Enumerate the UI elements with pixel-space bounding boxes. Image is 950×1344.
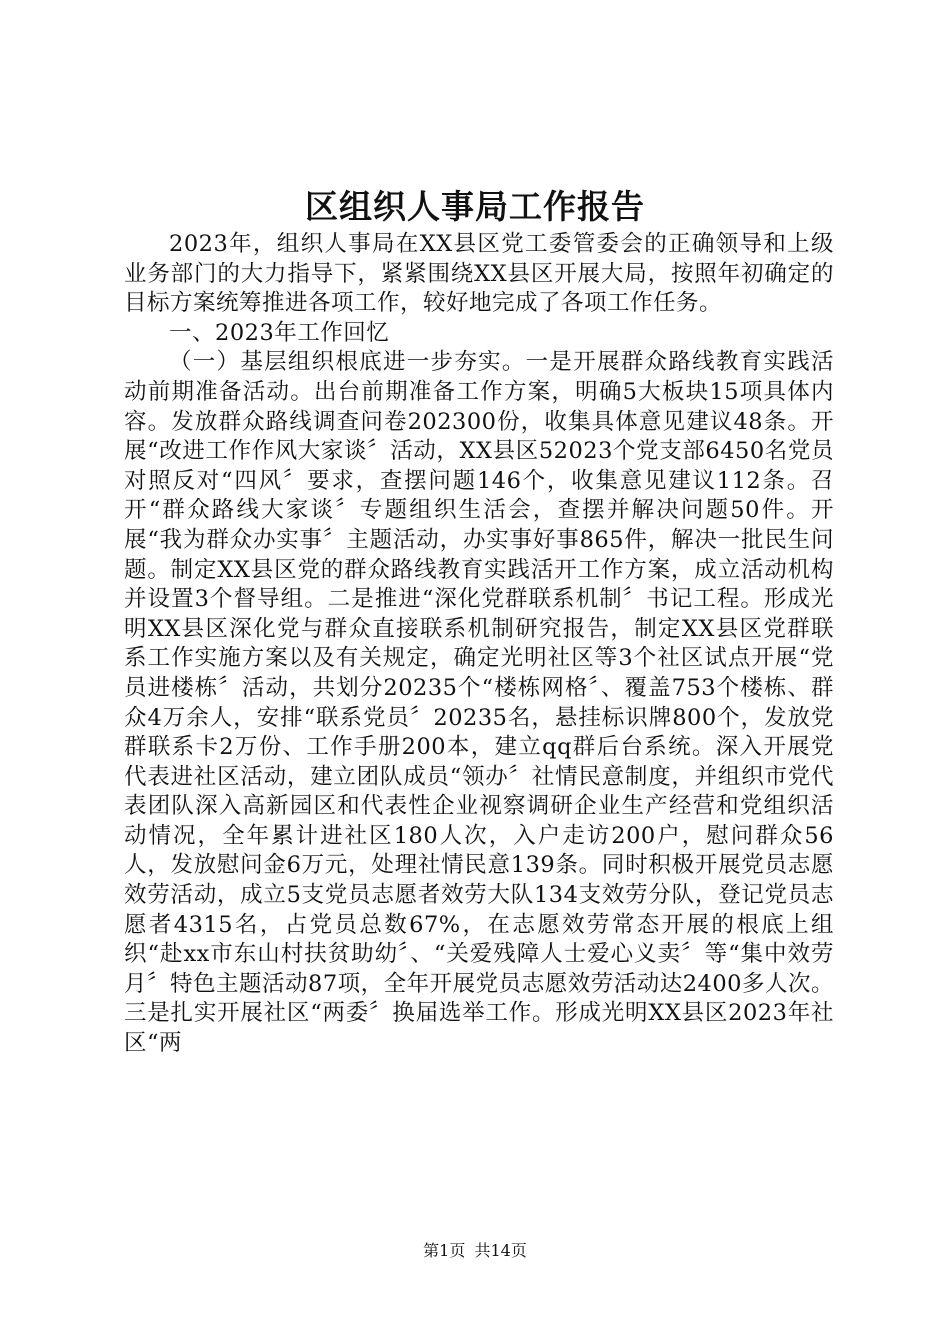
page-footer: [0, 1240, 950, 1262]
intro-paragraph: 2023年，组织人事局在XX县区党工委管委会的正确领导和上级业务部门的大力指导下，紧紧围绕XX县区开展大局，按照年初确定的目标方案统筹推进各项工作，较好地完成了各项工作任务。: [124, 231, 834, 317]
section-heading: 一、2023年工作回忆: [169, 319, 390, 346]
page-total: 共14页: [474, 1241, 527, 1260]
document-title: 区组织人事局工作报告: [305, 187, 645, 226]
body-paragraph: （一）基层组织根底进一步夯实。一是开展群众路线教育实践活动前期准备活动。出台前期准备工作方案，明确5大板块15项具体内容。发放群众路线调查问卷202300份，收集具体意见建议48条。开展“改进工作作风大家谈〞活动，XX县区52023个党支部6450名党员对照反对“四风〞要求，查摆问题146个，收集意见建议112条。召开“群众路线大家谈〞专题组织生活会，查摆并解决问题50件。开展“我为群众办实事〞主题活动，办实事好事865件，解决一批民生问题。制定XX县区党的群众路线教育实践活开工作方案，成立活动机构并设置3个督导组。二是推进“深化党群联系机制〞书记工程。形成光明XX县区深化党与群众直接联系机制研究报告，制定XX县区党群联系工作实施方案以及有关规定，确定光明社区等3个社区试点开展“党员进楼栋〞活动，共划分20235个“楼栋网格〞、覆盖753个楼栋、群众4万余人，安排“联系党员〞20235名，悬挂标识牌800个，发放党群联系卡2万份、工作手册200本，建立qq群后台系统。深入开展党代表进社区活动，建立团队成员“领办〞社情民意制度，并组织市党代表团队深入高新园区和代表性企业视察调研企业生产经营和党组织活动情况，全年累计进社区180人次，入户走访200户，慰问群众56人，发放慰问金6万元，处理社情民意139条。同时积极开展党员志愿效劳活动，成立5支党员志愿者效劳大队134支效劳分队，登记党员志愿者4315名，占党员总数67%，在志愿效劳常态开展的根底上组织“赴xx市东山村扶贫助幼〞、“关爱残障人士爱心义卖〞等“集中效劳月〞特色主题活动87项，全年开展党员志愿效劳活动达2400多人次。三是扎实开展社区“两委〞换届选举工作。形成光明XX县区2023年社区“两: [124, 349, 834, 1057]
page-number: 第1页: [423, 1241, 466, 1260]
document-body: [124, 230, 834, 1059]
